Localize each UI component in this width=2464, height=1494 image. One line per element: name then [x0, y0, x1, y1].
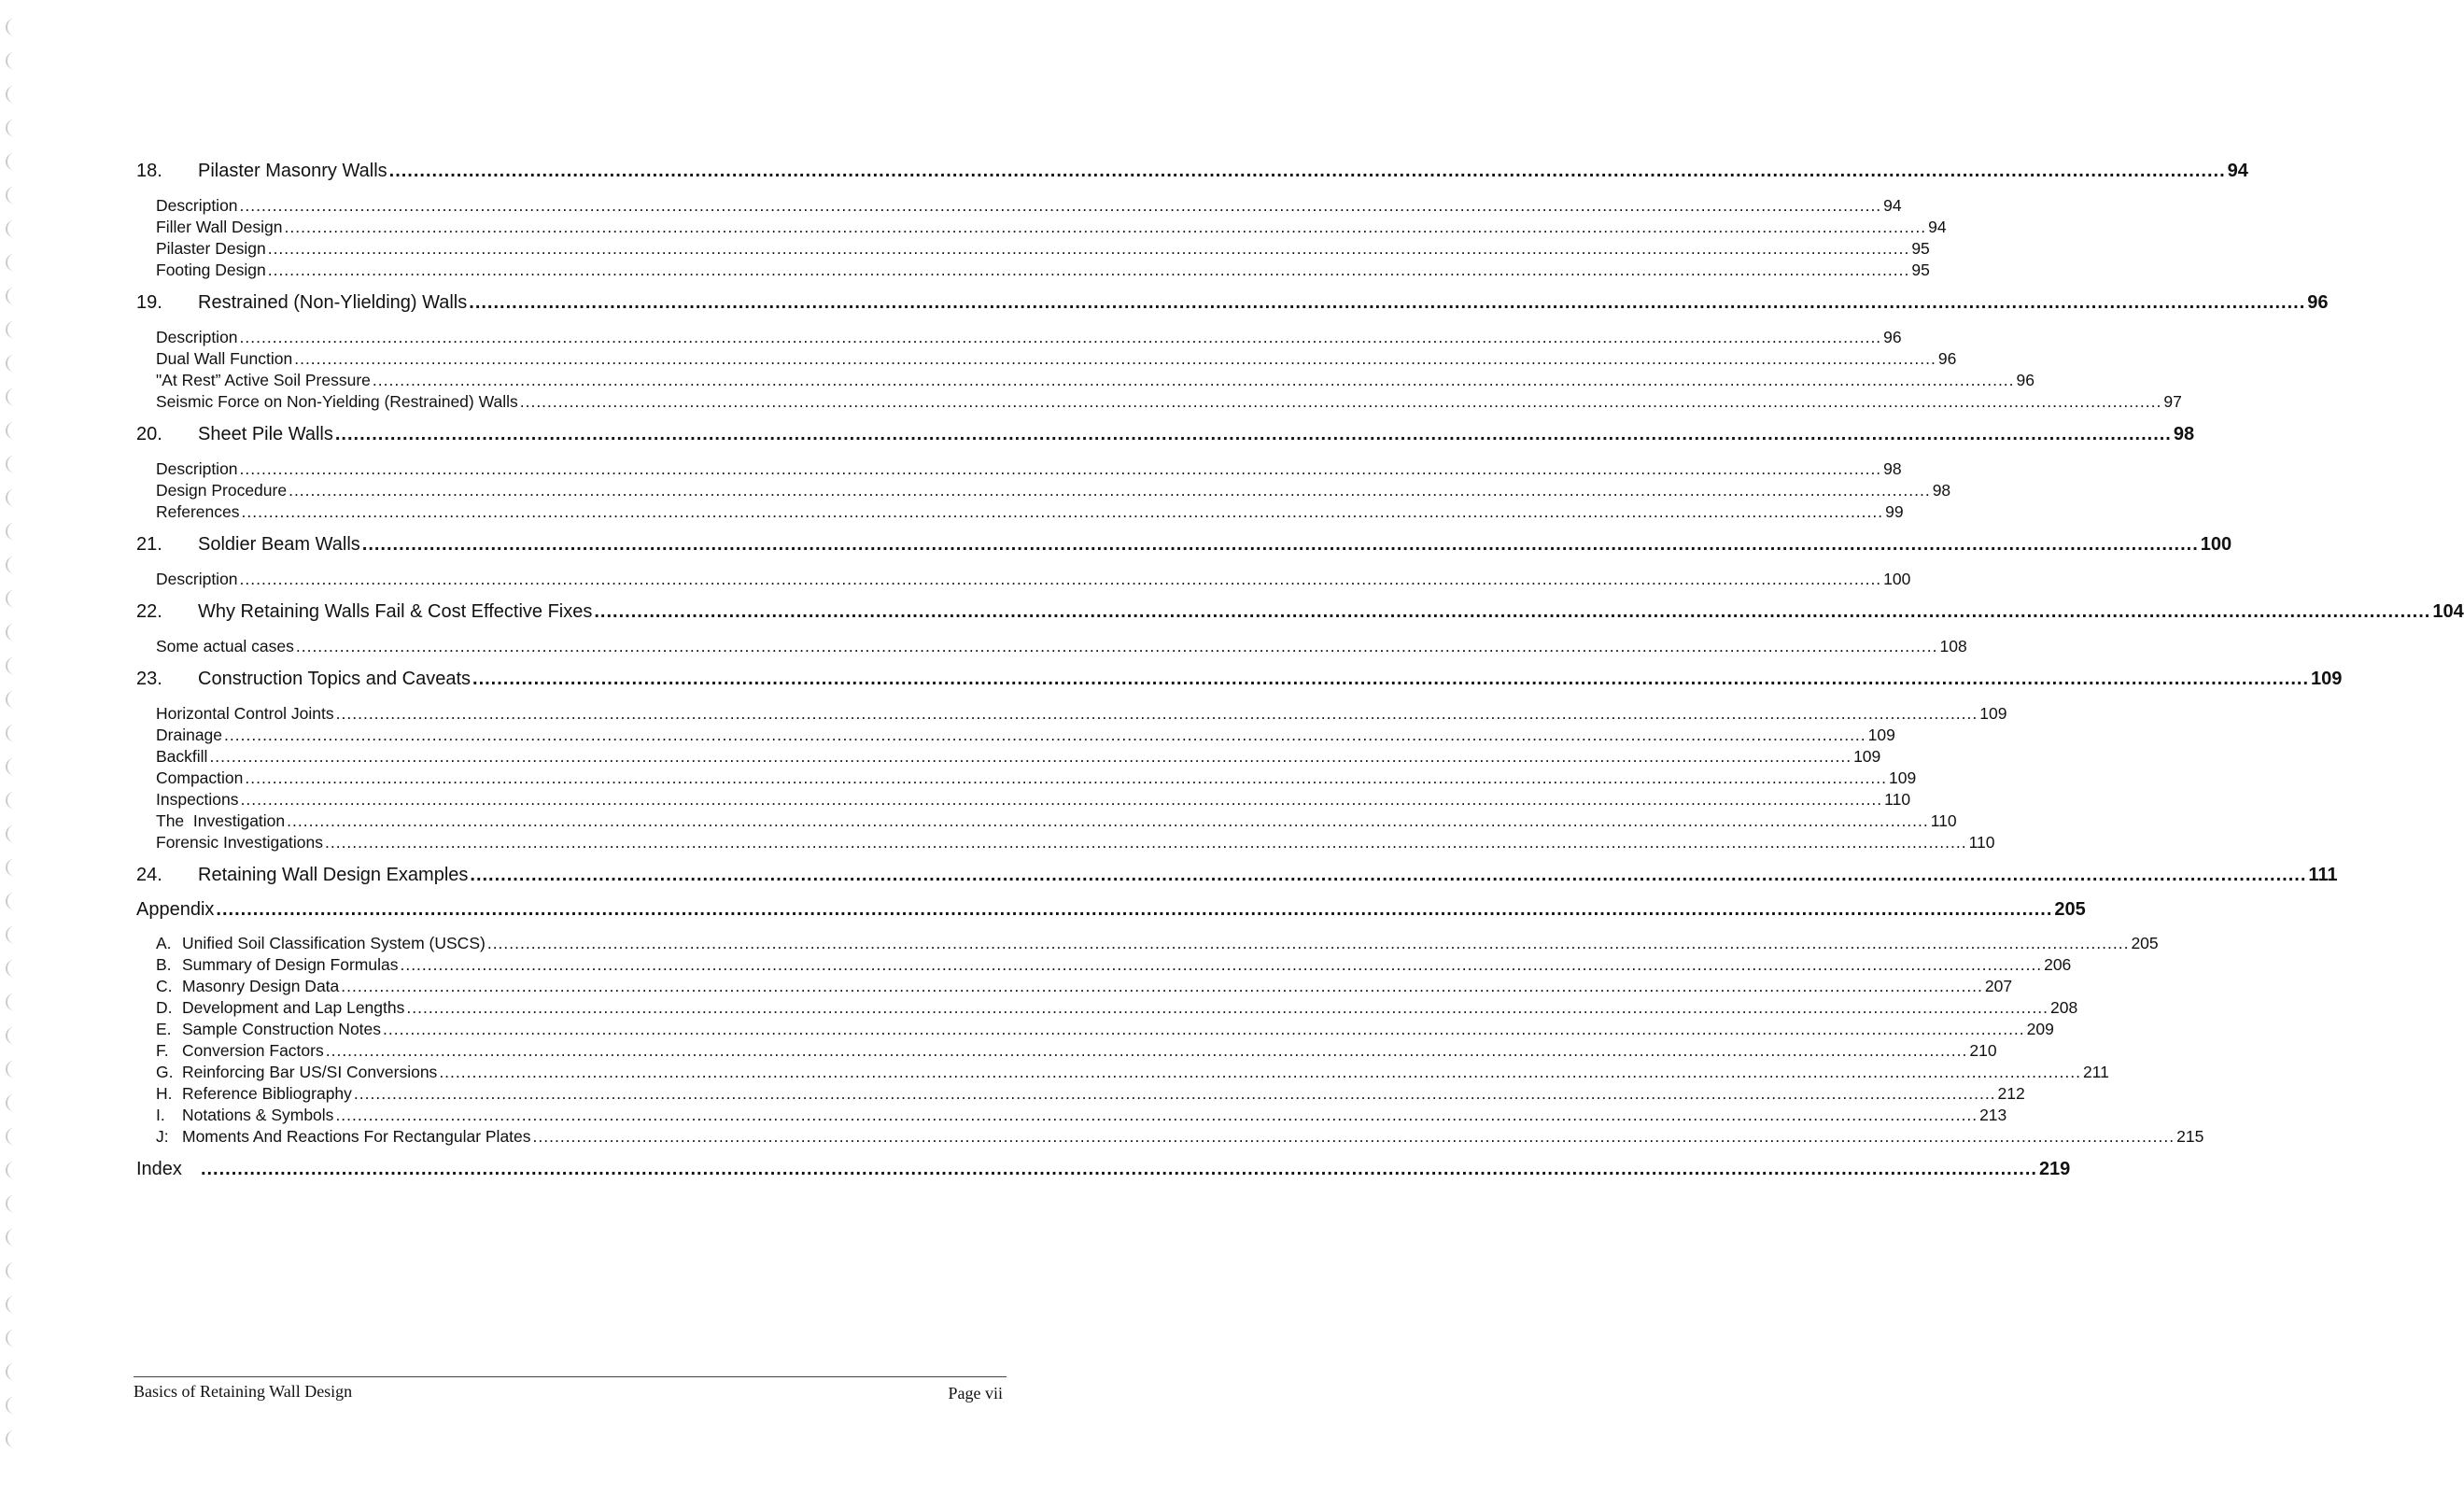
appendix-title: Appendix: [136, 899, 215, 920]
entry-title: Dual Wall Function: [156, 349, 293, 368]
appendix-item-page: 210: [1969, 1041, 1997, 1060]
footer-rule: [134, 1376, 1007, 1377]
toc-entry[interactable]: [156, 349, 1957, 369]
dot-leader: ............................................................................................................................................................................................................................................................................................................: [353, 1084, 1996, 1103]
toc-index[interactable]: [136, 1159, 2071, 1180]
appendix-item-title: Sample Construction Notes: [182, 1020, 382, 1038]
toc-entry[interactable]: [156, 637, 1967, 656]
toc-chapter-18[interactable]: [136, 161, 2248, 182]
dot-leader: ............................................................................................................................................................................................................................................................................................................: [287, 811, 1929, 830]
appendix-item-title: Reinforcing Bar US/SI Conversions: [182, 1063, 438, 1081]
toc-entry[interactable]: [156, 747, 1881, 767]
dot-leader: ............................................................................................................................................................................................................................................................................................................: [267, 239, 1910, 258]
entry-page: 95: [1911, 261, 1930, 279]
entry-page: 96: [2016, 371, 2035, 389]
entry-title: Filler Wall Design: [156, 218, 283, 236]
toc-appendix[interactable]: [136, 899, 2086, 921]
entry-page: 100: [1883, 570, 1911, 588]
toc-entry[interactable]: [156, 726, 1895, 745]
entry-page: 109: [1853, 747, 1881, 766]
chapter-title: Pilaster Masonry Walls: [198, 161, 387, 181]
entry-title: Description: [156, 328, 238, 346]
chapter-title: Retaining Wall Design Examples: [198, 865, 469, 885]
chapter-title: Sheet Pile Walls: [198, 424, 333, 444]
entry-page: 109: [1867, 726, 1895, 744]
entry-page: 97: [2163, 392, 2182, 411]
entry-title: Description: [156, 570, 238, 588]
dot-leader: ............................................................................................................................................................................................................................................................................................................: [439, 1063, 2081, 1081]
chapter-page: 109: [2311, 669, 2343, 689]
toc-entry[interactable]: [156, 704, 2007, 724]
appendix-item-title: Moments And Reactions For Rectangular Plates: [182, 1127, 531, 1146]
dot-leader: ............................................................................................................................................................................................................................................................................................................: [239, 570, 1882, 588]
dot-leader: ............................................................................................................................................................................................................................................................................................................: [241, 502, 1884, 521]
chapter-number: 19.: [136, 292, 162, 313]
dot-leader: ............................................................................................................................................................................................................................................................................................................: [284, 218, 1927, 236]
entry-page: 94: [1928, 218, 1947, 236]
chapter-title: Why Retaining Walls Fail & Cost Effective Fixes: [198, 601, 593, 622]
dot-leader: ............................................................................................................................................................................................................................................................................................................: [200, 1159, 2037, 1179]
entry-title: Compaction: [156, 768, 244, 787]
dot-leader: ............................................................................................................................................................................................................................................................................................................: [216, 899, 2053, 920]
toc-entry[interactable]: [156, 833, 1995, 853]
dot-leader: ............................................................................................................................................................................................................................................................................................................: [594, 601, 2431, 622]
appendix-item[interactable]: [156, 955, 2072, 975]
chapter-title: Restrained (Non-Ylielding) Walls: [198, 292, 468, 313]
entry-title: Inspections: [156, 790, 239, 809]
appendix-item-title: Conversion Factors: [182, 1041, 324, 1060]
toc-entry[interactable]: [156, 790, 1911, 810]
toc-chapter-20[interactable]: [136, 424, 2195, 445]
entry-page: 110: [1884, 790, 1911, 809]
entry-title: Some actual cases: [156, 637, 294, 655]
dot-leader: ............................................................................................................................................................................................................................................................................................................: [334, 424, 2172, 444]
dot-leader: ............................................................................................................................................................................................................................................................................................................: [406, 998, 2049, 1017]
appendix-item-page: 209: [2026, 1020, 2054, 1038]
dot-leader: ............................................................................................................................................................................................................................................................................................................: [341, 977, 1983, 995]
dot-leader: ............................................................................................................................................................................................................................................................................................................: [324, 833, 1967, 852]
appendix-item-title: Reference Bibliography: [182, 1084, 352, 1103]
dot-leader: ............................................................................................................................................................................................................................................................................................................: [532, 1127, 2175, 1146]
toc-entry[interactable]: [156, 261, 1930, 280]
dot-leader: ............................................................................................................................................................................................................................................................................................................: [267, 261, 1910, 279]
toc-chapter-23[interactable]: [136, 669, 2343, 690]
appendix-letter: H.: [156, 1084, 173, 1103]
appendix-item[interactable]: [156, 998, 2078, 1018]
dot-leader: ............................................................................................................................................................................................................................................................................................................: [361, 534, 2199, 555]
toc-chapter-19[interactable]: [136, 292, 2329, 314]
index-title: Index: [136, 1159, 182, 1179]
footer-page-number: Page vii: [948, 1384, 1003, 1402]
appendix-item-title: Masonry Design Data: [182, 977, 340, 995]
dot-leader: ............................................................................................................................................................................................................................................................................................................: [245, 768, 1888, 787]
entry-title: References: [156, 502, 240, 521]
chapter-page: 94: [2227, 161, 2248, 181]
entry-page: 109: [1889, 768, 1917, 787]
appendix-letter: G.: [156, 1063, 174, 1081]
footer-book-title: Basics of Retaining Wall Design: [134, 1382, 353, 1401]
dot-leader: ............................................................................................................................................................................................................................................................................................................: [209, 747, 1852, 766]
toc-entry[interactable]: [156, 502, 1904, 522]
appendix-item[interactable]: [156, 1084, 2025, 1104]
chapter-page: 100: [2200, 534, 2232, 555]
appendix-item-page: 205: [2131, 934, 2159, 952]
appendix-letter: I.: [156, 1106, 165, 1124]
appendix-item[interactable]: [156, 1063, 2109, 1082]
appendix-item[interactable]: [156, 1106, 2007, 1125]
entry-page: 110: [1930, 811, 1957, 830]
toc-entry[interactable]: [156, 239, 1930, 259]
appendix-item[interactable]: [156, 934, 2159, 953]
entry-title: Description: [156, 196, 238, 215]
chapter-number: 24.: [136, 865, 162, 885]
appendix-item-page: 213: [1979, 1106, 2007, 1124]
appendix-letter: J:: [156, 1127, 169, 1146]
entry-title: Design Procedure: [156, 481, 288, 500]
dot-leader: ............................................................................................................................................................................................................................................................................................................: [224, 726, 1866, 744]
entry-page: 98: [1932, 481, 1951, 500]
entry-title: Pilaster Design: [156, 239, 266, 258]
toc-chapter-22[interactable]: [136, 601, 2464, 623]
entry-page: 108: [1939, 637, 1967, 655]
entry-title: Horizontal Control Joints: [156, 704, 334, 723]
chapter-number: 23.: [136, 669, 162, 689]
entry-page: 96: [1937, 349, 1957, 368]
dot-leader: ............................................................................................................................................................................................................................................................................................................: [239, 196, 1882, 215]
toc-entry[interactable]: [156, 371, 2035, 390]
chapter-number: 20.: [136, 424, 162, 444]
dot-leader: ............................................................................................................................................................................................................................................................................................................: [372, 371, 2015, 389]
appendix-item[interactable]: [156, 1020, 2054, 1039]
appendix-item-page: 212: [1997, 1084, 2025, 1103]
dot-leader: ............................................................................................................................................................................................................................................................................................................: [519, 392, 2162, 411]
dot-leader: ............................................................................................................................................................................................................................................................................................................: [388, 161, 2226, 181]
chapter-number: 22.: [136, 601, 162, 622]
dot-leader: ............................................................................................................................................................................................................................................................................................................: [470, 865, 2307, 885]
toc-entry[interactable]: [156, 570, 1911, 589]
toc-entry[interactable]: [156, 811, 1957, 831]
dot-leader: ............................................................................................................................................................................................................................................................................................................: [400, 955, 2043, 974]
entry-title: Footing Design: [156, 261, 266, 279]
dot-leader: ............................................................................................................................................................................................................................................................................................................: [472, 669, 2310, 689]
entry-page: 98: [1883, 459, 1902, 478]
entry-title: Forensic Investigations: [156, 833, 323, 852]
dot-leader: ............................................................................................................................................................................................................................................................................................................: [239, 459, 1882, 478]
dot-leader: ............................................................................................................................................................................................................................................................................................................: [383, 1020, 2025, 1038]
chapter-page: 96: [2307, 292, 2329, 313]
appendix-letter: C.: [156, 977, 173, 995]
entry-title: Seismic Force on Non-Yielding (Restrained) Walls: [156, 392, 518, 411]
index-page: 219: [2038, 1159, 2071, 1179]
appendix-item-title: Unified Soil Classification System (USCS): [182, 934, 486, 952]
dot-leader: ............................................................................................................................................................................................................................................................................................................: [469, 292, 2306, 313]
appendix-item-title: Notations & Symbols: [182, 1106, 334, 1124]
toc-entry[interactable]: [156, 218, 1947, 237]
dot-leader: ............................................................................................................................................................................................................................................................................................................: [239, 328, 1882, 346]
toc-entry[interactable]: [156, 459, 1902, 479]
chapter-number: 21.: [136, 534, 162, 555]
dot-leader: ............................................................................................................................................................................................................................................................................................................: [325, 1041, 1968, 1060]
toc-entry[interactable]: [156, 768, 1917, 788]
appendix-item-page: 211: [2082, 1063, 2109, 1081]
appendix-letter: B.: [156, 955, 172, 974]
entry-page: 95: [1911, 239, 1930, 258]
toc-entry[interactable]: [156, 196, 1902, 216]
appendix-item-page: 208: [2050, 998, 2078, 1017]
toc-entry[interactable]: [156, 481, 1951, 500]
appendix-item-title: Development and Lap Lengths: [182, 998, 405, 1017]
dot-leader: ............................................................................................................................................................................................................................................................................................................: [486, 934, 2130, 952]
entry-title: The Investigation: [156, 811, 286, 830]
entry-page: 99: [1885, 502, 1904, 521]
appendix-item[interactable]: [156, 1127, 2204, 1147]
entry-title: "At Rest” Active Soil Pressure: [156, 371, 371, 389]
dot-leader: ............................................................................................................................................................................................................................................................................................................: [240, 790, 1883, 809]
toc-entry[interactable]: [156, 392, 2182, 412]
entry-page: 94: [1883, 196, 1902, 215]
chapter-title: Construction Topics and Caveats: [198, 669, 472, 689]
appendix-item-page: 207: [1984, 977, 2013, 995]
chapter-number: 18.: [136, 161, 162, 181]
chapter-page: 98: [2173, 424, 2195, 444]
dot-leader: ............................................................................................................................................................................................................................................................................................................: [289, 481, 1931, 500]
chapter-title: Soldier Beam Walls: [198, 534, 360, 555]
dot-leader: ............................................................................................................................................................................................................................................................................................................: [335, 1106, 1978, 1124]
entry-page: 109: [1979, 704, 2007, 723]
chapter-page: 111: [2308, 865, 2338, 885]
entry-page: 110: [1968, 833, 1995, 852]
appendix-page: 205: [2054, 899, 2086, 920]
appendix-letter: E.: [156, 1020, 172, 1038]
appendix-letter: A.: [156, 934, 172, 952]
entry-title: Drainage: [156, 726, 223, 744]
dot-leader: ............................................................................................................................................................................................................................................................................................................: [335, 704, 1978, 723]
toc-chapter-24[interactable]: [136, 865, 2338, 886]
dot-leader: ............................................................................................................................................................................................................................................................................................................: [294, 349, 1936, 368]
appendix-item[interactable]: [156, 977, 2013, 996]
toc-entry[interactable]: [156, 328, 1902, 347]
appendix-letter: F.: [156, 1041, 169, 1060]
toc-chapter-21[interactable]: [136, 534, 2232, 556]
appendix-item[interactable]: [156, 1041, 1997, 1061]
appendix-item-title: Summary of Design Formulas: [182, 955, 399, 974]
appendix-item-page: 206: [2044, 955, 2072, 974]
appendix-letter: D.: [156, 998, 173, 1017]
appendix-item-page: 215: [2176, 1127, 2204, 1146]
entry-page: 96: [1883, 328, 1902, 346]
chapter-page: 104: [2432, 601, 2464, 622]
entry-title: Description: [156, 459, 238, 478]
dot-leader: ............................................................................................................................................................................................................................................................................................................: [295, 637, 1938, 655]
entry-title: Backfill: [156, 747, 208, 766]
